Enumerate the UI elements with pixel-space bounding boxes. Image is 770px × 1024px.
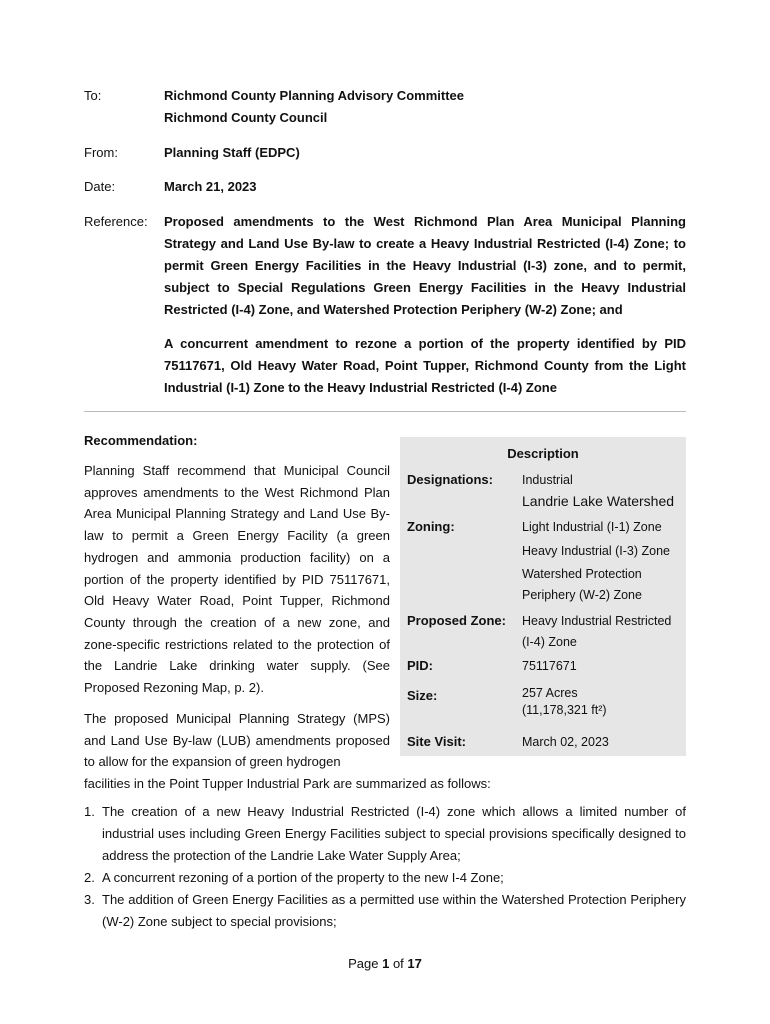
- mps-summary-tail: facilities in the Point Tupper Industrial Park are summarized as follows:: [84, 776, 491, 791]
- description-title: Description: [507, 446, 579, 461]
- zoning-w2-b: Periphery (W-2) Zone: [522, 587, 642, 602]
- site-visit-value: March 02, 2023: [522, 735, 609, 749]
- zoning-w2-a: Watershed Protection: [522, 567, 642, 581]
- proposed-zone-value: [522, 611, 682, 652]
- from-value: Planning Staff (EDPC): [164, 145, 300, 160]
- zoning-label: Zoning:: [407, 519, 455, 534]
- reference-paragraph-2: A concurrent amendment to rezone a portion of the property identified by PID 75117671, Old Heavy Water Road, Point Tupper, Richmond County from the Light Industrial (I-1) Zone to the Heavy Industrial Restricted (I-4) Zone: [164, 336, 686, 395]
- page-total: 17: [407, 956, 422, 971]
- amendments-list: [84, 801, 686, 933]
- designations-label: Designations:: [407, 472, 493, 487]
- proposed-zone-label: Proposed Zone:: [407, 613, 506, 628]
- designation-watershed: Landrie Lake Watershed: [522, 492, 675, 509]
- to-recipient-2: Richmond County Council: [164, 110, 328, 125]
- description-box: [400, 437, 686, 756]
- date-label: Date:: [84, 179, 116, 194]
- list-item-text: The addition of Green Energy Facilities as a permitted use within the Watershed Protection Periphery (W-2) Zone subject to special provisions;: [102, 892, 686, 929]
- size-sqft: (11,178,321 ft²): [522, 703, 607, 717]
- list-item: [84, 867, 686, 889]
- reference-paragraph-1: Proposed amendments to the West Richmond Plan Area Municipal Planning Strategy and Land Use By-law to create a Heavy Industrial Restricted (I-4) Zone; to permit Green Energy Facilities in the Heavy Industrial (I-3) zone, and to permit, subject to Special Regulations Green Energy Facilities in the Heavy Industrial Restricted (I-4) Zone, and Watershed Protection Periphery (W-2) Zone; and: [164, 214, 686, 317]
- designations-value: [522, 470, 682, 512]
- section-divider: [84, 411, 686, 412]
- list-item-number: 2.: [84, 870, 95, 885]
- mps-summary-text: The proposed Municipal Planning Strategy (MPS) and Land Use By-law (LUB) amendments proposed to allow for the expansion of green hydrogen: [84, 711, 390, 770]
- recommendation-heading: Recommendation:: [84, 433, 198, 448]
- list-item: [84, 889, 686, 933]
- from-label: From:: [84, 145, 118, 160]
- proposed-zone-a: Heavy Industrial Restricted: [522, 614, 672, 628]
- size-label: Size:: [407, 688, 438, 703]
- of-word: of: [392, 956, 404, 971]
- pid-label: PID:: [407, 658, 433, 673]
- date-value: March 21, 2023: [164, 179, 257, 194]
- recommendation-text: Planning Staff recommend that Municipal Council approves amendments to the West Richmond Plan Area Municipal Planning Strategy and Land Use By-law to permit a Green Energy Facility (a green hydrogen and ammonia production facility) on a portion of the property identified by PID 75117671, Old Heavy Water Road, Point Tupper, Richmond County through the creation of a new zone, and zone-specific restrictions related to the protection of the Landrie Lake drinking water supply. (See Proposed Rezoning Map, p. 2).: [84, 463, 390, 696]
- size-value: [522, 685, 682, 719]
- proposed-zone-b: (I-4) Zone: [522, 634, 577, 649]
- to-value: [164, 85, 686, 129]
- zoning-i3: Heavy Industrial (I-3) Zone: [522, 543, 670, 558]
- pid-value: 75117671: [522, 659, 577, 673]
- designation-industrial: Industrial: [522, 473, 573, 487]
- list-item: [84, 801, 686, 867]
- page-footer: [0, 956, 770, 971]
- zoning-value: [522, 517, 682, 605]
- page-word: Page: [348, 956, 379, 971]
- list-item-text: The creation of a new Heavy Industrial Restricted (I-4) zone which allows a limited number of industrial uses including Green Energy Facilities subject to special provisions specifically designed to address the protection of the Landrie Lake Water Supply Area;: [102, 804, 686, 863]
- to-recipient-1: Richmond County Planning Advisory Committee: [164, 88, 464, 103]
- list-item-number: 3.: [84, 892, 95, 907]
- page-number: 1: [382, 956, 390, 971]
- to-label: To:: [84, 88, 102, 103]
- size-acres: 257 Acres: [522, 686, 578, 700]
- zoning-i1: Light Industrial (I-1) Zone: [522, 520, 662, 534]
- reference-label: Reference:: [84, 214, 148, 229]
- list-item-text: A concurrent rezoning of a portion of the property to the new I-4 Zone;: [102, 870, 504, 885]
- list-item-number: 1.: [84, 804, 95, 819]
- site-visit-label: Site Visit:: [407, 734, 467, 749]
